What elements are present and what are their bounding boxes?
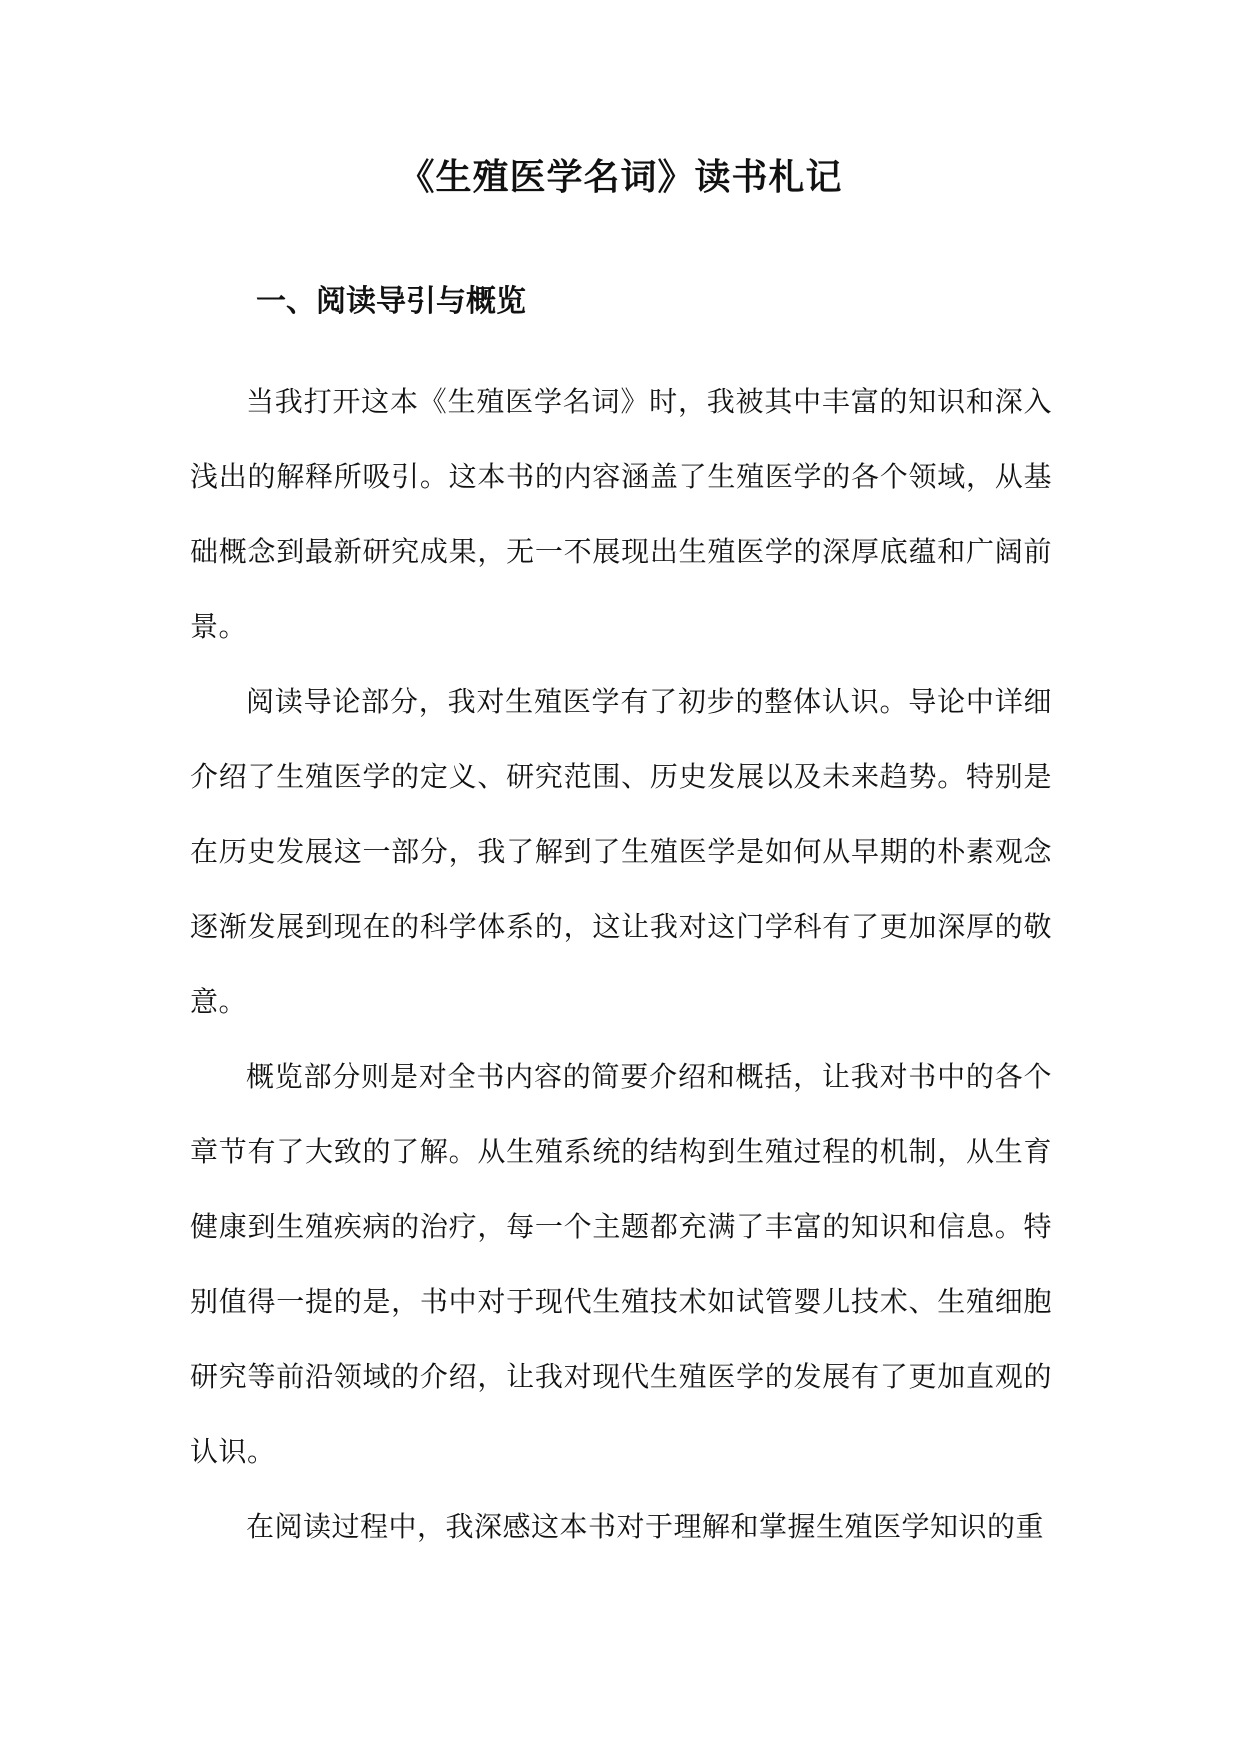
paragraph: 阅读导论部分，我对生殖医学有了初步的整体认识。导论中详细介绍了生殖医学的定义、研究范围、历史发展以及未来趋势。特别是在历史发展这一部分，我了解到了生殖医学是如何从早期的朴素观念逐渐发展到现在的科学体系的，这让我对这门学科有了更加深厚的敬意。 [190,685,1052,1018]
document-title: 《生殖医学名词》读书札记 [398,157,843,198]
paragraph: 当我打开这本《生殖医学名词》时，我被其中丰富的知识和深入浅出的解释所吸引。这本书的内容涵盖了生殖医学的各个领域，从基础概念到最新研究成果，无一不展现出生殖医学的深厚底蕴和广阔前景。 [190,385,1052,643]
paragraph: 在阅读过程中，我深感这本书对于理解和掌握生殖医学知识的重 [246,1510,1045,1543]
body-text [190,364,1052,1564]
section-heading: 一、阅读导引与概览 [256,284,526,319]
paragraph: 概览部分则是对全书内容的简要介绍和概括，让我对书中的各个章节有了大致的了解。从生殖系统的结构到生殖过程的机制，从生育健康到生殖疾病的治疗，每一个主题都充满了丰富的知识和信息。特别值得一提的是，书中对于现代生殖技术如试管婴儿技术、生殖细胞研究等前沿领域的介绍，让我对现代生殖医学的发展有了更加直观的认识。 [190,1060,1052,1468]
